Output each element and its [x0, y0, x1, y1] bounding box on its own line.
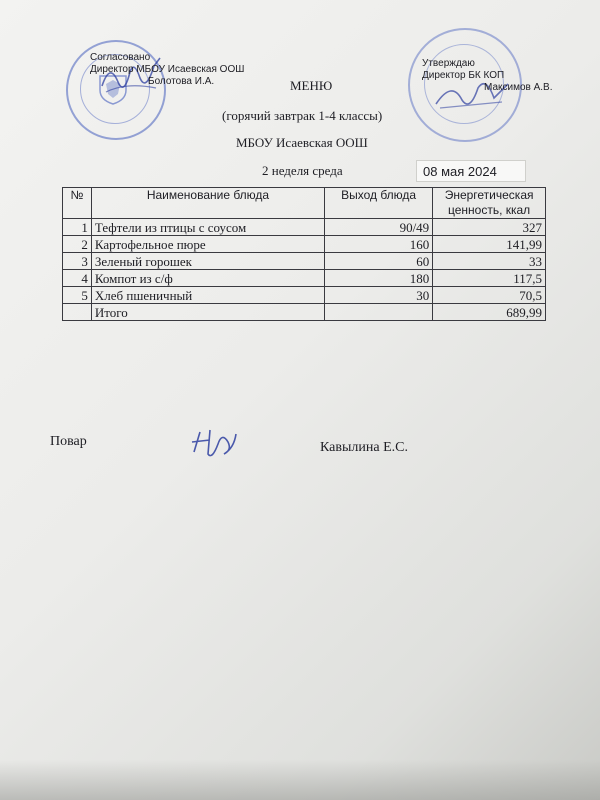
row-yield: 60 [325, 253, 433, 270]
paper-shadow [0, 760, 600, 800]
approval-left-label: Согласовано [90, 52, 151, 63]
table-row [63, 236, 546, 253]
total-energy: 689,99 [433, 304, 546, 321]
total-label: Итого [91, 304, 324, 321]
table-row [63, 287, 546, 304]
approval-right-name: Максимов А.В. [484, 82, 553, 93]
row-num: 3 [63, 253, 92, 270]
table-row [63, 253, 546, 270]
row-name: Зеленый горошек [91, 253, 324, 270]
row-num: 2 [63, 236, 92, 253]
row-yield: 30 [325, 287, 433, 304]
row-num: 5 [63, 287, 92, 304]
signature-cook-icon [188, 424, 240, 462]
menu-subtitle: (горячий завтрак 1-4 классы) [222, 108, 383, 123]
header-name: Наименование блюда [91, 188, 324, 219]
approval-left-name: Болотова И.А. [148, 76, 215, 87]
table-header-row [63, 188, 546, 219]
week-day: 2 неделя среда [262, 163, 343, 178]
row-energy: 33 [433, 253, 546, 270]
header-yield: Выход блюда [325, 188, 433, 219]
approval-right-position: Директор БК КОП [422, 70, 505, 81]
row-energy: 117,5 [433, 270, 546, 287]
cook-role: Повар [50, 434, 87, 449]
approval-right-label: Утверждаю [422, 58, 475, 69]
row-num: 1 [63, 219, 92, 236]
cook-name: Кавылина Е.С. [320, 440, 408, 455]
row-energy: 327 [433, 219, 546, 236]
header-energy: Энергетическая ценность, ккал [433, 188, 546, 219]
header-num: № [63, 188, 92, 219]
table-row [63, 270, 546, 287]
menu-title: МЕНЮ [290, 78, 333, 93]
row-yield: 90/49 [325, 219, 433, 236]
table-row [63, 219, 546, 236]
date-field: 08 мая 2024 [416, 160, 526, 182]
row-num: 4 [63, 270, 92, 287]
row-name: Хлеб пшеничный [91, 287, 324, 304]
row-name: Картофельное пюре [91, 236, 324, 253]
school-name: МБОУ Исаевская ООШ [236, 135, 368, 150]
row-name: Тефтели из птицы с соусом [91, 219, 324, 236]
row-name: Компот из с/ф [91, 270, 324, 287]
menu-table [62, 187, 546, 321]
total-num [63, 304, 92, 321]
total-yield [325, 304, 433, 321]
row-energy: 141,99 [433, 236, 546, 253]
row-yield: 160 [325, 236, 433, 253]
row-energy: 70,5 [433, 287, 546, 304]
table-total-row [63, 304, 546, 321]
approval-left-position: Директор МБОУ Исаевская ООШ [90, 64, 245, 75]
row-yield: 180 [325, 270, 433, 287]
